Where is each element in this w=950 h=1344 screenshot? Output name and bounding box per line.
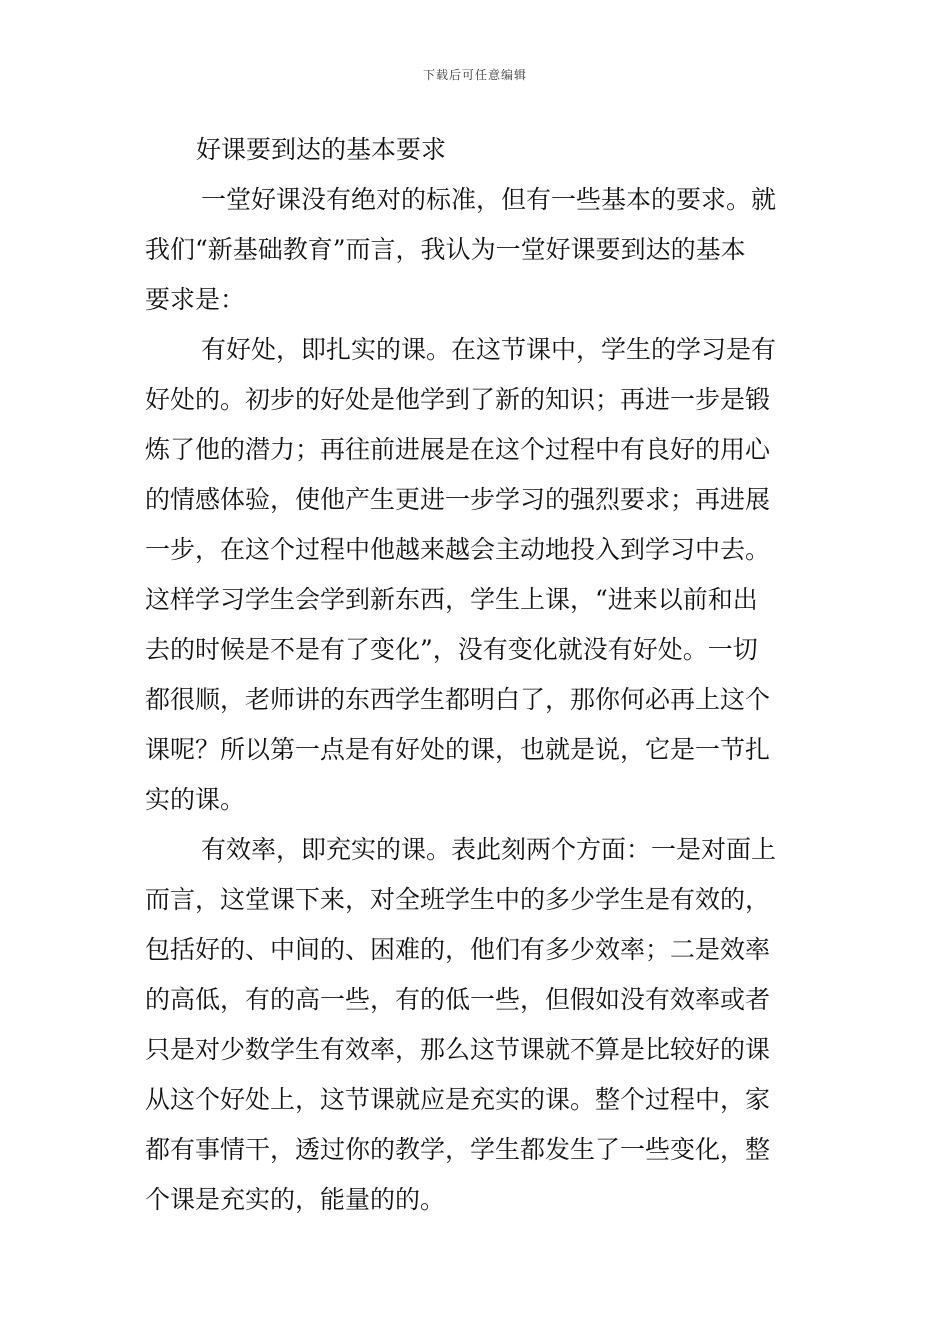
- text-line: 个课是充实的，能量的的。: [145, 1185, 446, 1214]
- body-text: [145, 180, 815, 1230]
- text-line: 都很顺，老师讲的东西学生都明白了，那你何必再上这个: [145, 685, 771, 714]
- text-line: 有效率，即充实的课。表此刻两个方面：一是对面上: [201, 835, 777, 864]
- text-line: 包括好的、中间的、困难的，他们有多少效率；二是效率: [145, 935, 771, 964]
- text-line: 的高低，有的高一些，有的低一些，但假如没有效率或者: [145, 985, 771, 1014]
- text-line: 课呢？所以第一点是有好处的课，也就是说，它是一节扎: [145, 735, 771, 764]
- document-title: 好课要到达的基本要求: [196, 135, 447, 164]
- header-note: 下载后可任意编辑: [422, 68, 527, 82]
- text-line: 有好处，即扎实的课。在这节课中，学生的学习是有: [201, 335, 777, 364]
- text-line: 一步，在这个过程中他越来越会主动地投入到学习中去。: [145, 535, 771, 564]
- text-line: 都有事情干，透过你的教学，学生都发生了一些变化，整: [145, 1135, 771, 1164]
- text-line: 好处的。初步的好处是他学到了新的知识；再进一步是锻: [145, 385, 771, 414]
- text-line: 从这个好处上，这节课就应是充实的课。整个过程中，家: [145, 1085, 771, 1114]
- text-line: 的情感体验，使他产生更进一步学习的强烈要求；再进展: [145, 485, 771, 514]
- text-line: 只是对少数学生有效率，那么这节课就不算是比较好的课: [145, 1035, 771, 1064]
- text-line: 实的课。: [145, 785, 246, 814]
- text-line: 而言，这堂课下来，对全班学生中的多少学生是有效的，: [145, 885, 771, 914]
- text-line: 一堂好课没有绝对的标准，但有一些基本的要求。就: [201, 185, 777, 214]
- text-line: 要求是：: [145, 285, 246, 314]
- text-line: 我们“新基础教育”而言，我认为一堂好课要到达的基本: [145, 235, 746, 264]
- text-line: 去的时候是不是有了变化”，没有变化就没有好处。一切: [145, 635, 758, 664]
- text-line: 炼了他的潜力；再往前进展是在这个过程中有良好的用心: [145, 435, 771, 464]
- text-line: 这样学习学生会学到新东西，学生上课，“进来以前和出: [145, 585, 758, 614]
